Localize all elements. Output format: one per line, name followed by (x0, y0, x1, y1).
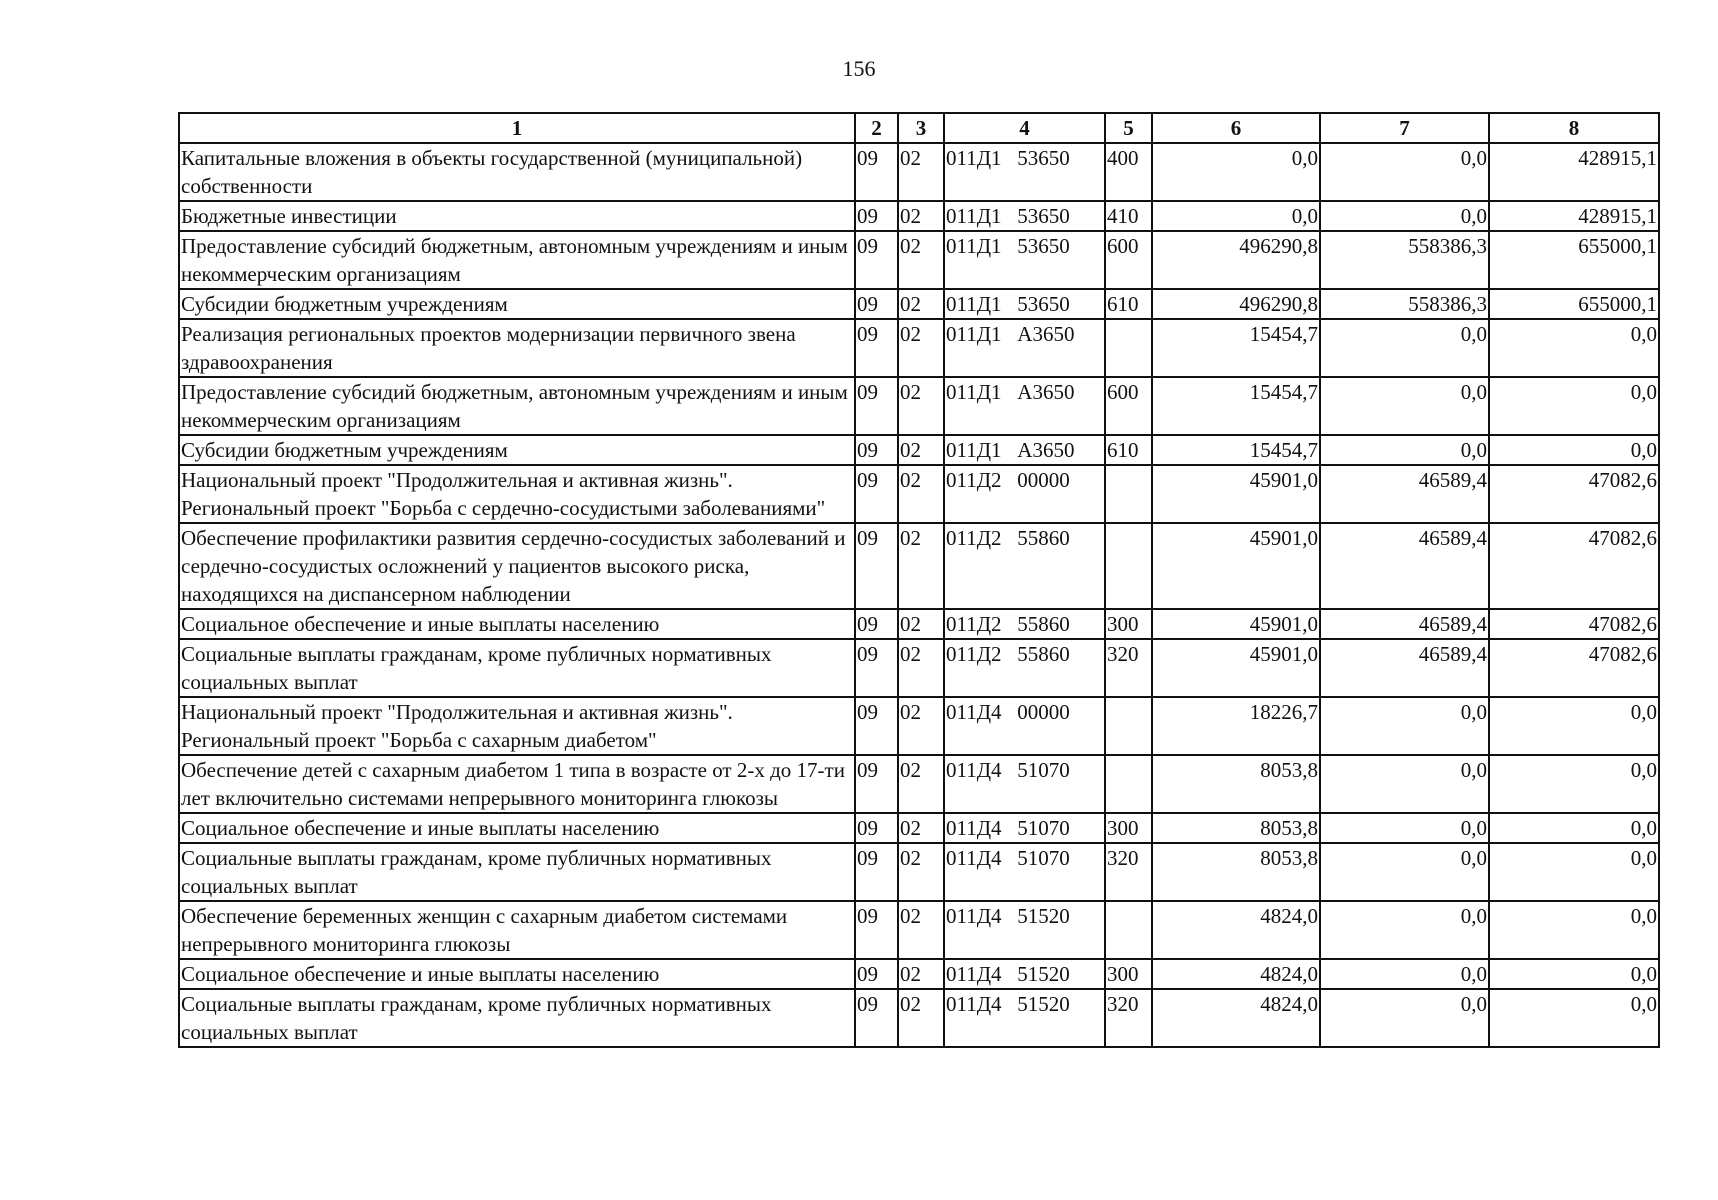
table-row (179, 901, 1659, 959)
amount-col6-cell: 15454,7 (1152, 377, 1320, 435)
amount-col6-cell: 4824,0 (1152, 959, 1320, 989)
target-article-cell: 011Д4 51070 (944, 843, 1105, 901)
amount-col8-cell: 0,0 (1489, 697, 1659, 755)
expense-type-cell: 320 (1105, 843, 1152, 901)
section-code-cell: 09 (855, 609, 898, 639)
column-header: 4 (944, 113, 1105, 143)
row-name-cell: Предоставление субсидий бюджетным, автономным учреждениям и иным некоммерческим организациям (179, 231, 855, 289)
target-article-cell: 011Д1 53650 (944, 201, 1105, 231)
amount-col6-cell: 45901,0 (1152, 609, 1320, 639)
amount-col7-cell: 46589,4 (1320, 609, 1489, 639)
target-article-cell: 011Д1 А3650 (944, 435, 1105, 465)
amount-col6-cell: 0,0 (1152, 143, 1320, 201)
amount-col8-cell: 0,0 (1489, 377, 1659, 435)
amount-col7-cell: 0,0 (1320, 697, 1489, 755)
subsection-code-cell: 02 (898, 231, 944, 289)
expense-type-cell (1105, 901, 1152, 959)
amount-col8-cell: 0,0 (1489, 843, 1659, 901)
subsection-code-cell: 02 (898, 843, 944, 901)
amount-col8-cell: 47082,6 (1489, 609, 1659, 639)
expense-type-cell: 600 (1105, 377, 1152, 435)
page-number: 156 (842, 56, 876, 81)
column-header: 3 (898, 113, 944, 143)
table-row (179, 319, 1659, 377)
amount-col8-cell: 47082,6 (1489, 465, 1659, 523)
subsection-code-cell: 02 (898, 989, 944, 1047)
table-row (179, 435, 1659, 465)
amount-col7-cell: 0,0 (1320, 901, 1489, 959)
amount-col8-cell: 428915,1 (1489, 143, 1659, 201)
amount-col7-cell: 0,0 (1320, 813, 1489, 843)
row-name-cell: Социальное обеспечение и иные выплаты населению (179, 609, 855, 639)
amount-col6-cell: 4824,0 (1152, 901, 1320, 959)
subsection-code-cell: 02 (898, 201, 944, 231)
section-code-cell: 09 (855, 435, 898, 465)
amount-col6-cell: 45901,0 (1152, 639, 1320, 697)
amount-col8-cell: 0,0 (1489, 989, 1659, 1047)
amount-col6-cell: 8053,8 (1152, 843, 1320, 901)
amount-col6-cell: 496290,8 (1152, 231, 1320, 289)
amount-col8-cell: 0,0 (1489, 755, 1659, 813)
section-code-cell: 09 (855, 639, 898, 697)
table-row (179, 289, 1659, 319)
amount-col8-cell: 0,0 (1489, 959, 1659, 989)
table-row (179, 639, 1659, 697)
amount-col7-cell: 0,0 (1320, 201, 1489, 231)
target-article-cell: 011Д4 51070 (944, 755, 1105, 813)
section-code-cell: 09 (855, 377, 898, 435)
expense-type-cell: 320 (1105, 639, 1152, 697)
row-name-cell: Социальное обеспечение и иные выплаты населению (179, 813, 855, 843)
amount-col6-cell: 15454,7 (1152, 319, 1320, 377)
target-article-cell: 011Д4 51520 (944, 901, 1105, 959)
column-header: 8 (1489, 113, 1659, 143)
target-article-cell: 011Д1 53650 (944, 231, 1105, 289)
section-code-cell: 09 (855, 989, 898, 1047)
target-article-cell: 011Д4 00000 (944, 697, 1105, 755)
expense-type-cell: 400 (1105, 143, 1152, 201)
row-name-cell: Национальный проект "Продолжительная и активная жизнь". Региональный проект "Борьба с сердечно-сосудистыми заболеваниями" (179, 465, 855, 523)
section-code-cell: 09 (855, 143, 898, 201)
column-header: 7 (1320, 113, 1489, 143)
subsection-code-cell: 02 (898, 697, 944, 755)
table-row (179, 813, 1659, 843)
subsection-code-cell: 02 (898, 435, 944, 465)
row-name-cell: Субсидии бюджетным учреждениям (179, 289, 855, 319)
target-article-cell: 011Д2 55860 (944, 609, 1105, 639)
amount-col7-cell: 558386,3 (1320, 231, 1489, 289)
amount-col8-cell: 0,0 (1489, 435, 1659, 465)
target-article-cell: 011Д1 А3650 (944, 319, 1105, 377)
target-article-cell: 011Д4 51070 (944, 813, 1105, 843)
amount-col7-cell: 0,0 (1320, 843, 1489, 901)
subsection-code-cell: 02 (898, 319, 944, 377)
row-name-cell: Обеспечение детей с сахарным диабетом 1 типа в возрасте от 2-х до 17-ти лет включительно системами непрерывного мониторинга глюкозы (179, 755, 855, 813)
amount-col7-cell: 0,0 (1320, 319, 1489, 377)
table-row (179, 697, 1659, 755)
amount-col8-cell: 47082,6 (1489, 639, 1659, 697)
subsection-code-cell: 02 (898, 813, 944, 843)
subsection-code-cell: 02 (898, 639, 944, 697)
table-row (179, 755, 1659, 813)
amount-col6-cell: 18226,7 (1152, 697, 1320, 755)
row-name-cell: Субсидии бюджетным учреждениям (179, 435, 855, 465)
amount-col7-cell: 0,0 (1320, 143, 1489, 201)
amount-col8-cell: 655000,1 (1489, 231, 1659, 289)
section-code-cell: 09 (855, 319, 898, 377)
subsection-code-cell: 02 (898, 609, 944, 639)
target-article-cell: 011Д2 00000 (944, 465, 1105, 523)
amount-col7-cell: 46589,4 (1320, 465, 1489, 523)
amount-col7-cell: 46589,4 (1320, 639, 1489, 697)
amount-col6-cell: 4824,0 (1152, 989, 1320, 1047)
table-row (179, 959, 1659, 989)
amount-col7-cell: 0,0 (1320, 959, 1489, 989)
column-header: 6 (1152, 113, 1320, 143)
table-row (179, 201, 1659, 231)
row-name-cell: Социальные выплаты гражданам, кроме публичных нормативных социальных выплат (179, 989, 855, 1047)
table-row (179, 843, 1659, 901)
table-row (179, 143, 1659, 201)
section-code-cell: 09 (855, 201, 898, 231)
expense-type-cell: 300 (1105, 813, 1152, 843)
amount-col6-cell: 0,0 (1152, 201, 1320, 231)
amount-col8-cell: 428915,1 (1489, 201, 1659, 231)
subsection-code-cell: 02 (898, 465, 944, 523)
expense-type-cell: 610 (1105, 435, 1152, 465)
amount-col6-cell: 45901,0 (1152, 523, 1320, 609)
amount-col7-cell: 0,0 (1320, 755, 1489, 813)
row-name-cell: Социальные выплаты гражданам, кроме публичных нормативных социальных выплат (179, 843, 855, 901)
subsection-code-cell: 02 (898, 959, 944, 989)
expense-type-cell: 600 (1105, 231, 1152, 289)
table-body (179, 143, 1659, 1047)
table-row (179, 377, 1659, 435)
row-name-cell: Обеспечение профилактики развития сердечно-сосудистых заболеваний и сердечно-сосудистых осложнений у пациентов высокого риска, находящихся на диспансерном наблюдении (179, 523, 855, 609)
row-name-cell: Социальное обеспечение и иные выплаты населению (179, 959, 855, 989)
target-article-cell: 011Д2 55860 (944, 523, 1105, 609)
row-name-cell: Предоставление субсидий бюджетным, автономным учреждениям и иным некоммерческим организациям (179, 377, 855, 435)
target-article-cell: 011Д4 51520 (944, 989, 1105, 1047)
section-code-cell: 09 (855, 959, 898, 989)
amount-col7-cell: 558386,3 (1320, 289, 1489, 319)
row-name-cell: Социальные выплаты гражданам, кроме публичных нормативных социальных выплат (179, 639, 855, 697)
subsection-code-cell: 02 (898, 755, 944, 813)
target-article-cell: 011Д1 53650 (944, 289, 1105, 319)
expense-type-cell (1105, 755, 1152, 813)
amount-col6-cell: 15454,7 (1152, 435, 1320, 465)
expense-type-cell (1105, 697, 1152, 755)
column-header: 1 (179, 113, 855, 143)
amount-col6-cell: 8053,8 (1152, 755, 1320, 813)
header-row (179, 113, 1659, 143)
expense-type-cell: 410 (1105, 201, 1152, 231)
amount-col8-cell: 0,0 (1489, 813, 1659, 843)
table-row (179, 609, 1659, 639)
target-article-cell: 011Д1 А3650 (944, 377, 1105, 435)
amount-col7-cell: 0,0 (1320, 989, 1489, 1047)
table-row (179, 989, 1659, 1047)
budget-table (178, 112, 1660, 1048)
table-row (179, 231, 1659, 289)
section-code-cell: 09 (855, 697, 898, 755)
amount-col6-cell: 45901,0 (1152, 465, 1320, 523)
row-name-cell: Капитальные вложения в объекты государственной (муниципальной) собственности (179, 143, 855, 201)
amount-col8-cell: 47082,6 (1489, 523, 1659, 609)
column-header: 5 (1105, 113, 1152, 143)
section-code-cell: 09 (855, 289, 898, 319)
section-code-cell: 09 (855, 465, 898, 523)
subsection-code-cell: 02 (898, 901, 944, 959)
expense-type-cell: 320 (1105, 989, 1152, 1047)
expense-type-cell: 300 (1105, 959, 1152, 989)
section-code-cell: 09 (855, 523, 898, 609)
row-name-cell: Обеспечение беременных женщин с сахарным диабетом системами непрерывного мониторинга глюкозы (179, 901, 855, 959)
expense-type-cell (1105, 465, 1152, 523)
target-article-cell: 011Д1 53650 (944, 143, 1105, 201)
row-name-cell: Бюджетные инвестиции (179, 201, 855, 231)
subsection-code-cell: 02 (898, 289, 944, 319)
row-name-cell: Реализация региональных проектов модернизации первичного звена здравоохранения (179, 319, 855, 377)
amount-col7-cell: 46589,4 (1320, 523, 1489, 609)
section-code-cell: 09 (855, 231, 898, 289)
amount-col8-cell: 655000,1 (1489, 289, 1659, 319)
expense-type-cell (1105, 523, 1152, 609)
section-code-cell: 09 (855, 901, 898, 959)
amount-col7-cell: 0,0 (1320, 435, 1489, 465)
amount-col6-cell: 496290,8 (1152, 289, 1320, 319)
section-code-cell: 09 (855, 843, 898, 901)
section-code-cell: 09 (855, 755, 898, 813)
expense-type-cell (1105, 319, 1152, 377)
subsection-code-cell: 02 (898, 377, 944, 435)
expense-type-cell: 610 (1105, 289, 1152, 319)
table-row (179, 523, 1659, 609)
target-article-cell: 011Д2 55860 (944, 639, 1105, 697)
amount-col6-cell: 8053,8 (1152, 813, 1320, 843)
subsection-code-cell: 02 (898, 523, 944, 609)
table-row (179, 465, 1659, 523)
expense-type-cell: 300 (1105, 609, 1152, 639)
amount-col7-cell: 0,0 (1320, 377, 1489, 435)
row-name-cell: Национальный проект "Продолжительная и активная жизнь". Региональный проект "Борьба с сахарным диабетом" (179, 697, 855, 755)
target-article-cell: 011Д4 51520 (944, 959, 1105, 989)
amount-col8-cell: 0,0 (1489, 901, 1659, 959)
column-header: 2 (855, 113, 898, 143)
subsection-code-cell: 02 (898, 143, 944, 201)
section-code-cell: 09 (855, 813, 898, 843)
amount-col8-cell: 0,0 (1489, 319, 1659, 377)
